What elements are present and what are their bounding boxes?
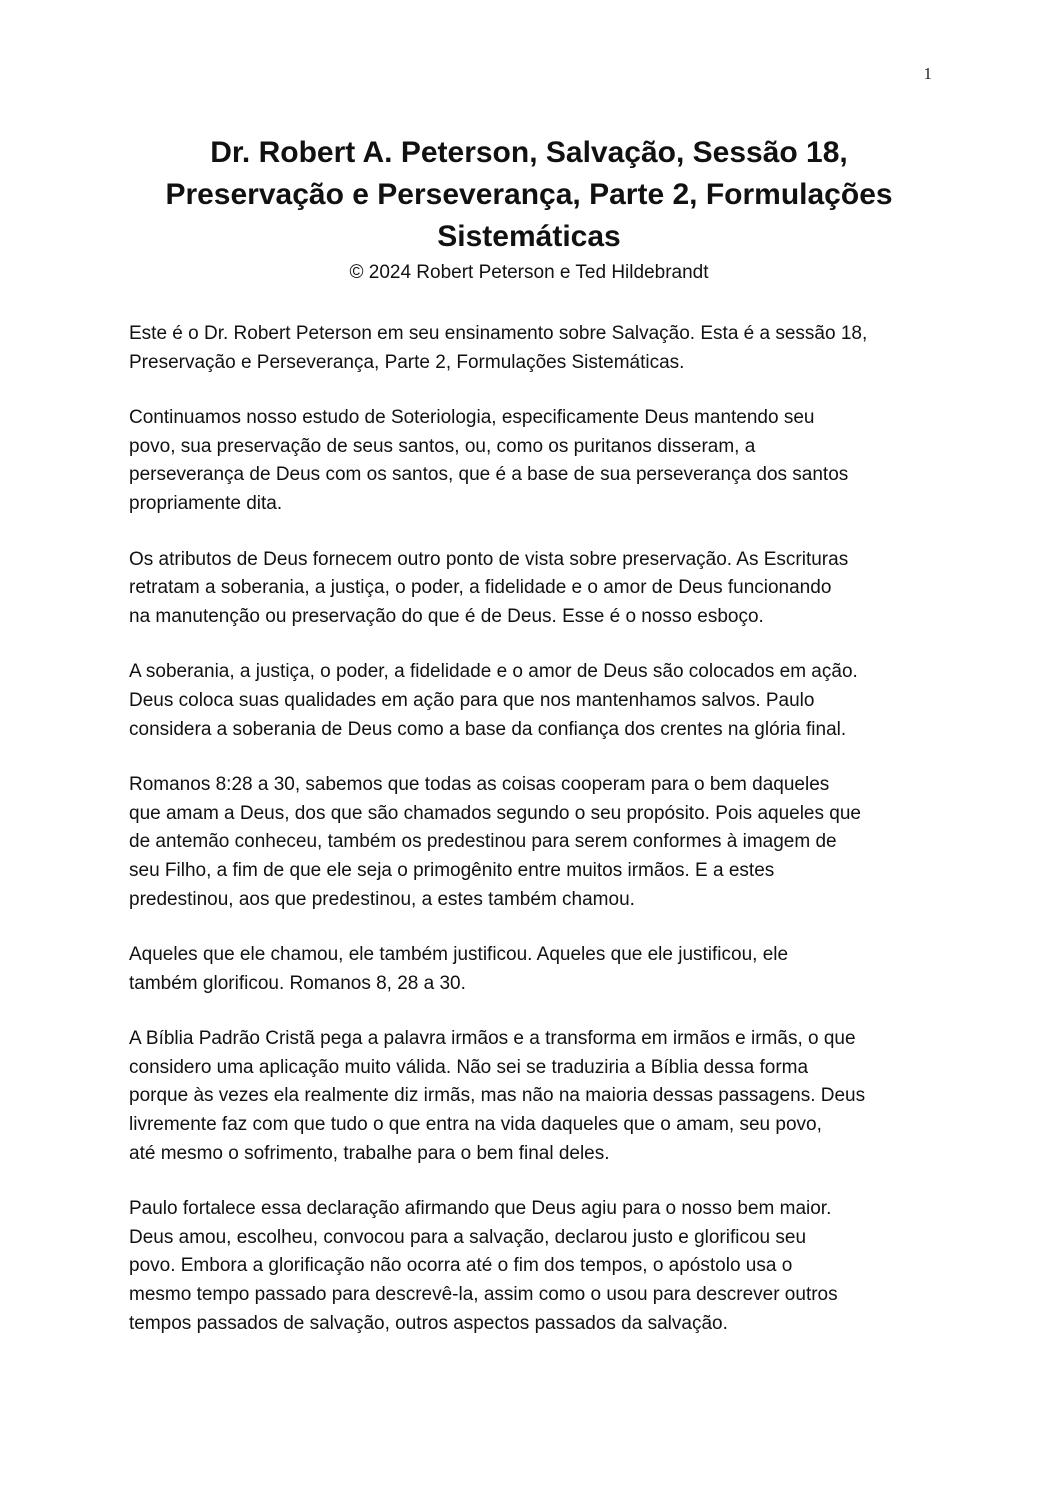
paragraph: Romanos 8:28 a 30, sabemos que todas as coisas cooperam para o bem daqueles que amam a Deus, dos que são chamados segundo o seu propósito. Pois aqueles que de antemão conheceu, também os predestinou para serem conformes à imagem de seu Filho, a fim de que ele seja o primogênito entre muitos irmãos. E a estes predestinou, aos que predestinou, a estes também chamou. bbox=[129, 774, 861, 910]
paragraph: Os atributos de Deus fornecem outro ponto de vista sobre preservação. As Escrituras retratam a soberania, a justiça, o poder, a fidelidade e o amor de Deus funcionando na manutenção ou preservação do que é de Deus. Esse é o nosso esboço. bbox=[129, 548, 849, 627]
paragraph: A Bíblia Padrão Cristã pega a palavra irmãos e a transforma em irmãos e irmãs, o que considero uma aplicação muito válida. Não sei se traduziria a Bíblia dessa forma porque às vezes ela realmente diz irmãs, mas não na maioria dessas passagens. Deus livremente faz com que tudo o que entra na vida daqueles que o amam, seu povo, até mesmo o sofrimento, trabalhe para o bem final deles. bbox=[129, 1028, 866, 1164]
paragraph: A soberania, a justiça, o poder, a fidelidade e o amor de Deus são colocados em ação. Deus coloca suas qualidades em ação para que nos mantenhamos salvos. Paulo considera a soberania de Deus como a base da confiança dos crentes na glória final. bbox=[129, 661, 858, 740]
title-block bbox=[110, 132, 948, 286]
document-title: Dr. Robert A. Peterson, Salvação, Sessão 18, Preservação e Perseverança, Parte 2, Formulações Sistemáticas bbox=[165, 136, 893, 253]
paragraph: Continuamos nosso estudo de Soteriologia, especificamente Deus mantendo seu povo, sua preservação de seus santos, ou, como os puritanos disseram, a perseverança de Deus com os santos, que é a base de sua perseverança dos santos propriamente dita. bbox=[129, 407, 849, 514]
copyright-line: © 2024 Robert Peterson e Ted Hildebrandt bbox=[349, 262, 709, 283]
page-number: 1 bbox=[923, 64, 932, 83]
paragraph: Aqueles que ele chamou, ele também justificou. Aqueles que ele justificou, ele também glorificou. Romanos 8, 28 a 30. bbox=[129, 944, 789, 994]
paragraph: Paulo fortalece essa declaração afirmando que Deus agiu para o nosso bem maior. Deus amou, escolheu, convocou para a salvação, declarou justo e glorificou seu povo. Embora a glorificação não ocorra até o fim dos tempos, o apóstolo usa o mesmo tempo passado para descrevê-la, assim como o usou para descrever outros tempos passados de salvação, outros aspectos passados da salvação. bbox=[129, 1198, 838, 1334]
document-body bbox=[129, 320, 939, 1365]
paragraph: Este é o Dr. Robert Peterson em seu ensinamento sobre Salvação. Esta é a sessão 18, Preservação e Perseverança, Parte 2, Formulações Sistemáticas. bbox=[129, 323, 868, 373]
